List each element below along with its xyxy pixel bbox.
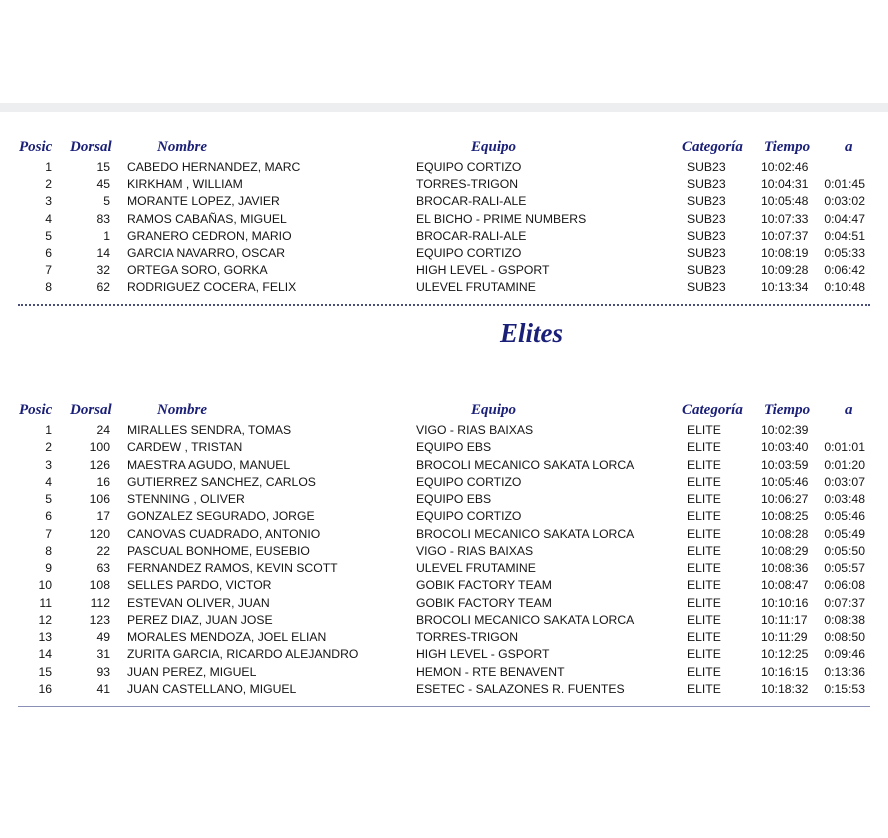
posicion-cell: 8: [45, 280, 52, 295]
nombre-cell: ORTEGA SORO, GORKA: [127, 263, 268, 278]
header-gap: a: [845, 139, 853, 155]
equipo-cell: HIGH LEVEL - GSPORT: [416, 263, 550, 278]
posicion-cell: 2: [45, 440, 52, 455]
dorsal-cell: 112: [90, 595, 110, 610]
nombre-cell: GARCIA NAVARRO, OSCAR: [127, 246, 286, 260]
equipo-cell: EQUIPO CORTIZO: [416, 246, 522, 260]
table-row: [0, 543, 888, 560]
posicion-cell: 4: [45, 211, 52, 226]
posicion-cell: 10: [38, 578, 52, 593]
header-categoria: Categoría: [682, 402, 743, 418]
nombre-cell: MAESTRA AGUDO, MANUEL: [127, 457, 291, 472]
equipo-cell: VIGO - RIAS BAIXAS: [416, 543, 534, 558]
table-row: [0, 629, 888, 646]
posicion-cell: 12: [38, 612, 52, 627]
gap-cell: 0:08:50: [824, 630, 865, 644]
tiempo-cell: 10:12:25: [761, 647, 809, 662]
posicion-cell: 13: [38, 630, 52, 644]
dorsal-cell: 24: [96, 423, 110, 437]
header-posic: Posic: [19, 402, 53, 418]
dorsal-cell: 93: [96, 664, 110, 679]
posicion-cell: 11: [39, 595, 52, 610]
dorsal-cell: 32: [96, 263, 110, 278]
section-divider-line: [18, 706, 870, 707]
dorsal-cell: 126: [89, 457, 110, 472]
dorsal-cell: 16: [96, 474, 110, 489]
equipo-cell: TORRES-TRIGON: [416, 630, 519, 644]
equipo-cell: ULEVEL FRUTAMINE: [416, 561, 536, 575]
gap-cell: 0:15:53: [824, 681, 865, 696]
tiempo-cell: 10:05:48: [761, 194, 809, 209]
posicion-cell: 6: [45, 509, 52, 524]
dorsal-cell: 45: [96, 177, 110, 192]
dorsal-cell: 49: [96, 630, 110, 644]
categoria-cell: SUB23: [687, 228, 726, 243]
categoria-cell: SUB23: [687, 177, 726, 192]
posicion-cell: 2: [45, 177, 52, 192]
tiempo-cell: 10:08:36: [761, 561, 809, 575]
header-equipo: Equipo: [471, 139, 517, 155]
categoria-cell: SUB23: [687, 280, 726, 295]
table-row: [0, 646, 888, 663]
dorsal-cell: 108: [89, 578, 110, 593]
tiempo-cell: 10:08:29: [761, 543, 809, 558]
dorsal-cell: 41: [96, 681, 110, 696]
dorsal-cell: 106: [89, 492, 110, 506]
categoria-cell: ELITE: [687, 681, 721, 696]
categoria-cell: ELITE: [687, 509, 721, 524]
dorsal-cell: 17: [96, 509, 110, 524]
posicion-cell: 6: [45, 246, 52, 260]
table-row: [0, 422, 888, 439]
nombre-cell: MORANTE LOPEZ, JAVIER: [127, 194, 280, 209]
gap-cell: 0:03:07: [824, 474, 865, 489]
equipo-cell: BROCOLI MECANICO SAKATA LORCA: [416, 612, 635, 627]
nombre-cell: ZURITA GARCIA, RICARDO ALEJANDRO: [127, 647, 359, 662]
dorsal-cell: 1: [103, 228, 110, 243]
table-row: [0, 526, 888, 543]
gap-cell: 0:08:38: [824, 612, 865, 627]
posicion-cell: 5: [45, 492, 52, 506]
tiempo-cell: 10:07:33: [761, 211, 809, 226]
equipo-cell: EQUIPO CORTIZO: [416, 474, 522, 489]
tiempo-cell: 10:04:31: [761, 177, 809, 192]
nombre-cell: JUAN PEREZ, MIGUEL: [127, 664, 257, 679]
categoria-cell: ELITE: [687, 612, 721, 627]
categoria-cell: SUB23: [687, 160, 726, 174]
gap-cell: 0:09:46: [824, 647, 865, 662]
tiempo-cell: 10:08:19: [761, 246, 809, 260]
dorsal-cell: 63: [96, 561, 110, 575]
tiempo-cell: 10:07:37: [761, 228, 809, 243]
equipo-cell: ULEVEL FRUTAMINE: [416, 280, 536, 295]
gap-cell: 0:06:08: [824, 578, 865, 593]
table-row: [0, 211, 888, 228]
tiempo-cell: 10:02:39: [761, 423, 809, 437]
gap-cell: 0:13:36: [824, 664, 865, 679]
header-tiempo: Tiempo: [764, 139, 811, 155]
categoria-cell: ELITE: [687, 595, 721, 610]
tiempo-cell: 10:05:46: [761, 474, 809, 489]
equipo-cell: VIGO - RIAS BAIXAS: [416, 423, 534, 437]
equipo-cell: HEMON - RTE BENAVENT: [416, 664, 565, 679]
posicion-cell: 1: [45, 160, 52, 174]
categoria-cell: SUB23: [687, 194, 726, 209]
header-dorsal: Dorsal: [70, 139, 112, 155]
table-row: [0, 577, 888, 594]
categoria-cell: ELITE: [687, 647, 721, 662]
tiempo-cell: 10:10:16: [761, 595, 809, 610]
posicion-cell: 8: [45, 543, 52, 558]
tiempo-cell: 10:08:47: [761, 578, 809, 593]
gap-cell: 0:01:45: [824, 177, 865, 192]
equipo-cell: EQUIPO CORTIZO: [416, 160, 522, 174]
tiempo-cell: 10:16:15: [761, 664, 809, 679]
table-row: [0, 245, 888, 262]
table-row: [0, 279, 888, 296]
categoria-cell: ELITE: [687, 423, 721, 437]
gap-cell: 0:06:42: [824, 263, 865, 278]
tiempo-cell: 10:11:29: [761, 630, 808, 644]
categoria-cell: ELITE: [687, 561, 721, 575]
gap-cell: 0:05:57: [824, 561, 865, 575]
nombre-cell: PEREZ DIAZ, JUAN JOSE: [127, 612, 273, 627]
gap-cell: 0:04:47: [824, 211, 865, 226]
categoria-cell: SUB23: [687, 263, 726, 278]
gap-cell: 0:03:02: [824, 194, 865, 209]
posicion-cell: 3: [45, 194, 52, 209]
header-categoria: Categoría: [682, 139, 743, 155]
equipo-cell: TORRES-TRIGON: [416, 177, 519, 192]
dorsal-cell: 15: [96, 160, 110, 174]
categoria-cell: ELITE: [687, 457, 721, 472]
section-divider-dotted: [18, 304, 870, 306]
header-gap: a: [845, 402, 853, 418]
equipo-cell: ESETEC - SALAZONES R. FUENTES: [416, 681, 625, 696]
categoria-cell: ELITE: [687, 630, 721, 644]
posicion-cell: 16: [38, 681, 52, 696]
header-posic: Posic: [19, 139, 53, 155]
equipo-cell: GOBIK FACTORY TEAM: [416, 578, 552, 593]
gap-cell: 0:10:48: [824, 280, 865, 295]
equipo-cell: EQUIPO EBS: [416, 440, 492, 455]
equipo-cell: BROCAR-RALI-ALE: [416, 194, 527, 209]
table-row: [0, 474, 888, 491]
equipo-cell: EL BICHO - PRIME NUMBERS: [416, 211, 587, 226]
tiempo-cell: 10:08:28: [761, 526, 809, 541]
gap-cell: 0:01:01: [824, 440, 865, 455]
equipo-cell: BROCOLI MECANICO SAKATA LORCA: [416, 526, 635, 541]
table-row: [0, 262, 888, 279]
tiempo-cell: 10:13:34: [761, 280, 809, 295]
tiempo-cell: 10:03:40: [761, 440, 809, 455]
table-row: [0, 176, 888, 193]
table-row: [0, 560, 888, 577]
nombre-cell: RODRIGUEZ COCERA, FELIX: [127, 280, 297, 295]
header-nombre: Nombre: [157, 139, 207, 155]
nombre-cell: KIRKHAM , WILLIAM: [127, 177, 243, 192]
gap-cell: 0:05:49: [824, 526, 865, 541]
categoria-cell: ELITE: [687, 440, 721, 455]
categoria-cell: SUB23: [687, 211, 726, 226]
gap-cell: 0:05:33: [824, 246, 865, 260]
nombre-cell: STENNING , OLIVER: [127, 492, 245, 506]
categoria-cell: ELITE: [687, 526, 721, 541]
posicion-cell: 1: [45, 423, 52, 437]
header-equipo: Equipo: [471, 402, 517, 418]
dorsal-cell: 22: [96, 543, 110, 558]
table-row: [0, 595, 888, 612]
posicion-cell: 7: [45, 526, 52, 541]
tiempo-cell: 10:03:59: [761, 457, 809, 472]
gap-cell: 0:05:46: [824, 509, 865, 524]
categoria-cell: ELITE: [687, 543, 721, 558]
table-row: [0, 508, 888, 525]
dorsal-cell: 14: [96, 246, 110, 260]
posicion-cell: 14: [38, 647, 52, 662]
gap-cell: 0:05:50: [824, 543, 865, 558]
equipo-cell: BROCOLI MECANICO SAKATA LORCA: [416, 457, 635, 472]
gap-cell: 0:04:51: [824, 228, 865, 243]
posicion-cell: 4: [45, 474, 52, 489]
header-dorsal: Dorsal: [70, 402, 112, 418]
nombre-cell: JUAN CASTELLANO, MIGUEL: [127, 681, 297, 696]
nombre-cell: CABEDO HERNANDEZ, MARC: [127, 160, 301, 174]
tiempo-cell: 10:09:28: [761, 263, 809, 278]
tiempo-cell: 10:18:32: [761, 681, 809, 696]
header-tiempo: Tiempo: [764, 402, 811, 418]
categoria-cell: ELITE: [687, 578, 721, 593]
categoria-cell: ELITE: [687, 474, 721, 489]
dorsal-cell: 100: [89, 440, 110, 455]
nombre-cell: GONZALEZ SEGURADO, JORGE: [127, 509, 315, 524]
nombre-cell: RAMOS CABAÑAS, MIGUEL: [127, 211, 287, 226]
nombre-cell: CARDEW , TRISTAN: [127, 440, 243, 455]
tiempo-cell: 10:11:17: [761, 612, 808, 627]
equipo-cell: GOBIK FACTORY TEAM: [416, 595, 552, 610]
equipo-cell: HIGH LEVEL - GSPORT: [416, 647, 550, 662]
table-row: [0, 439, 888, 456]
dorsal-cell: 120: [89, 526, 110, 541]
dorsal-cell: 83: [96, 211, 110, 226]
categoria-cell: ELITE: [687, 492, 721, 506]
table-row: [0, 491, 888, 508]
table-row: [0, 612, 888, 629]
gap-cell: 0:01:20: [824, 457, 865, 472]
table-row: [0, 681, 888, 698]
posicion-cell: 9: [45, 561, 52, 575]
categoria-cell: SUB23: [687, 246, 726, 260]
tiempo-cell: 10:02:46: [761, 160, 809, 174]
nombre-cell: FERNANDEZ RAMOS, KEVIN SCOTT: [127, 561, 338, 575]
dorsal-cell: 62: [96, 280, 110, 295]
dorsal-cell: 123: [89, 612, 110, 627]
gap-cell: 0:07:37: [824, 595, 865, 610]
nombre-cell: GUTIERREZ SANCHEZ, CARLOS: [127, 474, 316, 489]
table-row: [0, 457, 888, 474]
equipo-cell: EQUIPO CORTIZO: [416, 509, 522, 524]
nombre-cell: PASCUAL BONHOME, EUSEBIO: [127, 543, 310, 558]
gap-cell: 0:03:48: [824, 492, 865, 506]
nombre-cell: CANOVAS CUADRADO, ANTONIO: [127, 526, 321, 541]
tiempo-cell: 10:06:27: [761, 492, 809, 506]
table-row: [0, 159, 888, 176]
top-band: [0, 103, 888, 112]
table-row: [0, 664, 888, 681]
nombre-cell: SELLES PARDO, VICTOR: [127, 578, 272, 593]
posicion-cell: 5: [45, 228, 52, 243]
posicion-cell: 15: [38, 664, 52, 679]
table-row: [0, 193, 888, 210]
equipo-cell: BROCAR-RALI-ALE: [416, 228, 527, 243]
nombre-cell: MORALES MENDOZA, JOEL ELIAN: [127, 630, 327, 644]
posicion-cell: 3: [45, 457, 52, 472]
table-row: [0, 228, 888, 245]
nombre-cell: ESTEVAN OLIVER, JUAN: [127, 595, 270, 610]
tiempo-cell: 10:08:25: [761, 509, 809, 524]
equipo-cell: EQUIPO EBS: [416, 492, 492, 506]
posicion-cell: 7: [45, 263, 52, 278]
nombre-cell: GRANERO CEDRON, MARIO: [127, 228, 292, 243]
nombre-cell: MIRALLES SENDRA, TOMAS: [127, 423, 292, 437]
dorsal-cell: 5: [103, 194, 110, 209]
categoria-cell: ELITE: [687, 664, 721, 679]
dorsal-cell: 31: [96, 647, 110, 662]
header-nombre: Nombre: [157, 402, 207, 418]
section-title-elites: Elites: [499, 318, 563, 348]
